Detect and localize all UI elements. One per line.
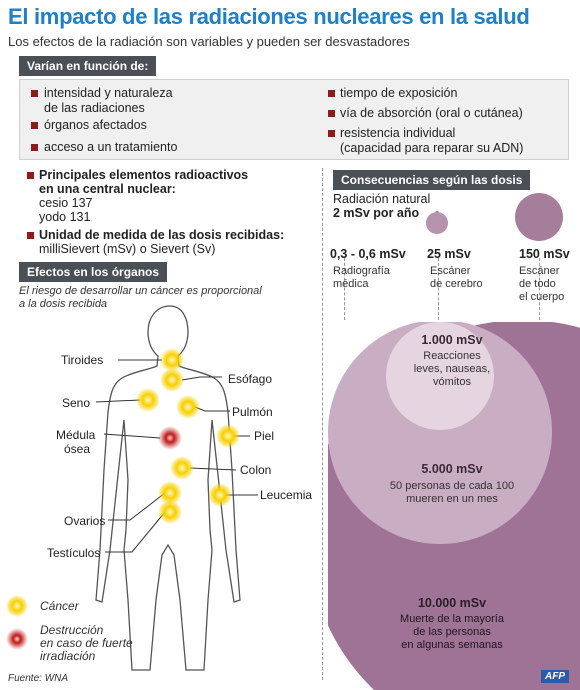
organs-header: Efectos en los órganos <box>19 262 167 282</box>
dose-large-3-line2: de las personas <box>413 626 491 638</box>
legend-destruction-line1: Destrucción <box>40 623 104 637</box>
bullet-icon <box>328 110 335 117</box>
dose-large-3-value: 10.000 mSv <box>417 596 487 610</box>
dose-large-1-line2: leves, nauseas, <box>413 363 491 375</box>
legend-cancer-icon <box>6 595 28 617</box>
organs-intro-line2: a la dosis recibida <box>19 298 108 310</box>
label-tiroides: Tiroides <box>61 353 104 367</box>
label-medula-line1: Médula <box>56 428 96 442</box>
skin-cancer-marker <box>216 424 240 448</box>
label-ovarios: Ovarios <box>64 514 106 528</box>
label-piel: Piel <box>254 429 275 443</box>
doses-header: Consecuencias según las dosis <box>333 170 530 190</box>
bullet-icon <box>31 122 38 129</box>
dose-large-1-line1: Reacciones <box>423 350 481 362</box>
label-seno: Seno <box>62 396 91 410</box>
dose-large-2-line1: 50 personas de cada 100 <box>389 480 515 492</box>
bullet-icon <box>328 130 335 137</box>
dose-large-3-line1: Muerte de la mayoría <box>400 613 504 625</box>
legend-cancer-label: Cáncer <box>40 599 79 613</box>
page-subtitle: Los efectos de la radiación son variables y pueden ser desvastadores <box>8 34 410 49</box>
dose-small-2-value: 25 mSv <box>427 247 471 261</box>
label-leucemia: Leucemia <box>260 488 313 502</box>
varian-header: Varían en función de: <box>19 56 156 76</box>
bullet-icon <box>27 232 34 239</box>
label-colon: Colon <box>240 463 272 477</box>
natural-radiation-line1: Radiación natural <box>333 192 431 206</box>
dose-small-1-value: 0,3 - 0,6 mSv <box>330 247 406 261</box>
dose-large-2-value: 5.000 mSv <box>421 462 483 476</box>
varian-left-1-line2: de las radiaciones <box>44 101 145 115</box>
bullet-icon <box>31 90 38 97</box>
bone-marrow-destruction-marker <box>158 426 182 450</box>
organs-intro-line1: El riesgo de desarrollar un cáncer es proporcional <box>19 285 262 297</box>
dose-small-3-line1: Escáner <box>519 265 560 277</box>
label-esofago: Esófago <box>228 372 273 386</box>
varian-left-2: órganos afectados <box>44 118 147 132</box>
dose-small-3-line2: de todo <box>519 278 556 290</box>
legend-destruction-icon <box>6 628 28 650</box>
dose-large-2-line2: mueren en un mes <box>406 493 498 505</box>
breast-cancer-marker <box>136 388 160 412</box>
testicles-cancer-marker <box>158 500 182 524</box>
esophagus-cancer-marker <box>160 368 184 392</box>
legend-destruction-line3: irradiación <box>40 649 96 663</box>
column-divider <box>322 168 323 680</box>
elements-title-line1: Principales elementos radioactivos <box>39 168 249 182</box>
element-item: cesio 137 <box>39 196 93 210</box>
source-note: Fuente: WNA <box>8 673 69 684</box>
bullet-icon <box>328 90 335 97</box>
bullet-icon <box>27 172 34 179</box>
lung-cancer-marker <box>176 395 200 419</box>
varian-right-3-line1: resistencia individual <box>340 126 456 140</box>
page-title: El impacto de las radiaciones nucleares en la salud <box>8 4 530 29</box>
varian-right-3-line2: (capacidad para reparar su ADN) <box>340 141 524 155</box>
dose-small-3-line3: el cuerpo <box>519 291 565 303</box>
dose-small-2-line1: Escáner <box>430 265 471 277</box>
dose-large-1-value: 1.000 mSv <box>421 333 483 347</box>
unit-text: milliSievert (mSv) o Sievert (Sv) <box>39 242 216 256</box>
varian-right-2: vía de absorción (oral o cutánea) <box>340 106 523 120</box>
natural-radiation-line2: 2 mSv por año <box>333 206 420 220</box>
leukemia-marker <box>208 483 232 507</box>
dose-large-3-line3: en algunas semanas <box>401 639 503 651</box>
bullet-icon <box>31 144 38 151</box>
element-item: yodo 131 <box>39 210 91 224</box>
varian-left-1-line1: intensidad y naturaleza <box>44 86 173 100</box>
colon-cancer-marker <box>170 456 194 480</box>
label-pulmon: Pulmón <box>232 405 273 419</box>
dose-circle-25 <box>426 212 448 234</box>
dose-large-1-line3: vómitos <box>433 376 471 388</box>
dose-small-1-line2: médica <box>333 278 369 290</box>
afp-logo: AFP <box>541 670 569 683</box>
legend-destruction-line2: en caso de fuerte <box>40 636 133 650</box>
dose-small-3-value: 150 mSv <box>519 247 570 261</box>
varian-left-3: acceso a un tratamiento <box>44 140 178 154</box>
varian-right-1: tiempo de exposición <box>340 86 458 100</box>
dose-small-1-line1: Radiografía <box>333 265 390 277</box>
label-testiculos: Testículos <box>47 546 101 560</box>
elements-title-line2: en una central nuclear: <box>39 182 176 196</box>
label-medula-line2: ósea <box>64 442 91 456</box>
unit-title: Unidad de medida de las dosis recibidas: <box>39 228 285 242</box>
dose-circle-150 <box>515 193 563 241</box>
dose-small-2-line2: de cerebro <box>430 278 483 290</box>
